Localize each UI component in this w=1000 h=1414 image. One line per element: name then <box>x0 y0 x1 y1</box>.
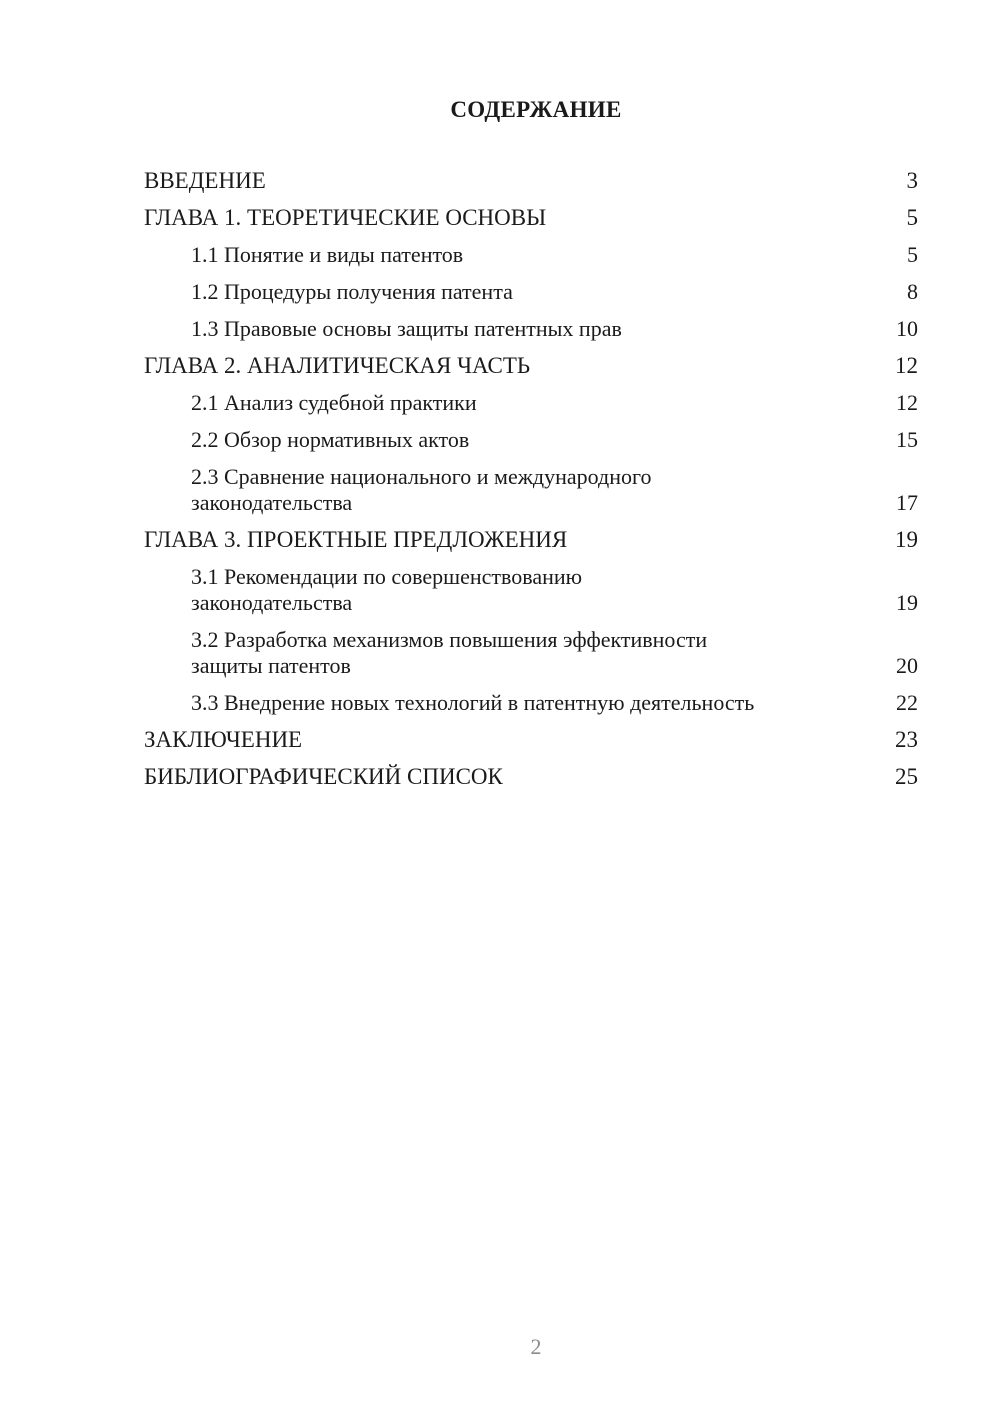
toc-entry[interactable] <box>144 564 918 616</box>
toc-entry[interactable] <box>144 464 918 516</box>
toc-entry-text: ЗАКЛЮЧЕНИЕ <box>144 727 303 752</box>
toc-entry-text: 3.2 Разработка механизмов повышения эффективности защиты патентов <box>191 627 708 678</box>
toc-entry[interactable] <box>144 764 918 790</box>
toc-entry-page: 10 <box>896 316 918 341</box>
toc-entry-text: ГЛАВА 1. ТЕОРЕТИЧЕСКИЕ ОСНОВЫ <box>144 205 547 230</box>
toc-entry-text: 2.2 Обзор нормативных актов <box>191 427 470 452</box>
toc-entry-page: 22 <box>896 690 918 715</box>
toc-entry-text: 1.2 Процедуры получения патента <box>191 279 513 304</box>
table-of-contents <box>144 168 918 801</box>
toc-entry-page: 5 <box>906 205 918 230</box>
toc-entry-page: 3 <box>906 168 918 193</box>
page-number: 2 <box>530 1334 542 1359</box>
toc-entry-page: 15 <box>896 427 918 452</box>
toc-entry[interactable] <box>144 316 918 342</box>
toc-entry[interactable] <box>144 353 918 379</box>
toc-entry-page: 19 <box>895 527 918 552</box>
toc-entry[interactable] <box>144 390 918 416</box>
toc-entry[interactable] <box>144 242 918 268</box>
toc-title: СОДЕРЖАНИЕ <box>450 97 622 122</box>
toc-entry-text: БИБЛИОГРАФИЧЕСКИЙ СПИСОК <box>144 764 503 789</box>
toc-entry-text: 1.3 Правовые основы защиты патентных прав <box>191 316 622 341</box>
toc-entry-page: 12 <box>895 353 918 378</box>
toc-entry-page: 8 <box>907 279 918 304</box>
toc-entry-page: 12 <box>896 390 918 415</box>
toc-entry[interactable] <box>144 727 918 753</box>
toc-entry-text: ГЛАВА 3. ПРОЕКТНЫЕ ПРЕДЛОЖЕНИЯ <box>144 527 568 552</box>
toc-entry-page: 19 <box>896 590 918 615</box>
toc-entry-text: 3.3 Внедрение новых технологий в патентную деятельность <box>191 690 755 715</box>
toc-entry-text: ГЛАВА 2. АНАЛИТИЧЕСКАЯ ЧАСТЬ <box>144 353 531 378</box>
toc-entry-page: 5 <box>907 242 918 267</box>
toc-entry-page: 20 <box>896 653 918 678</box>
toc-entry-text: ВВЕДЕНИЕ <box>144 168 266 193</box>
toc-entry-text: 1.1 Понятие и виды патентов <box>191 242 464 267</box>
toc-entry[interactable] <box>144 627 918 679</box>
toc-entry[interactable] <box>144 527 918 553</box>
toc-entry-page: 23 <box>895 727 918 752</box>
toc-entry[interactable] <box>144 279 918 305</box>
toc-entry-text: 3.1 Рекомендации по совершенствованию законодательства <box>191 564 583 615</box>
toc-entry-page: 17 <box>896 490 918 515</box>
toc-entry[interactable] <box>144 168 918 194</box>
toc-entry[interactable] <box>144 205 918 231</box>
toc-entry-text: 2.3 Сравнение национального и международного законодательства <box>191 464 652 515</box>
toc-entry[interactable] <box>144 427 918 453</box>
toc-entry[interactable] <box>144 690 918 716</box>
toc-entry-page: 25 <box>895 764 918 789</box>
toc-entry-text: 2.1 Анализ судебной практики <box>191 390 477 415</box>
